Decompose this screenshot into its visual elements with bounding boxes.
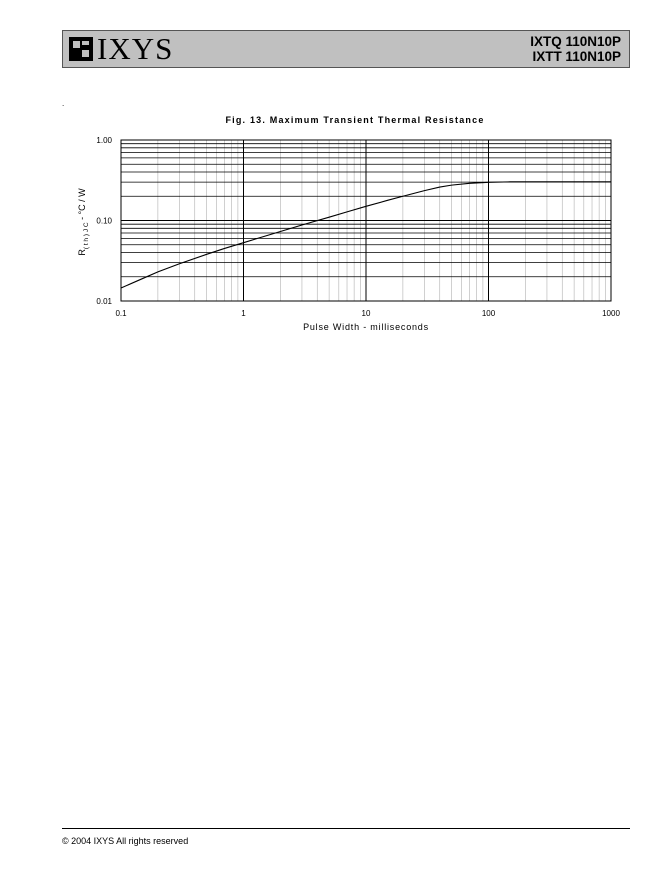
x-tick-label: 10 (361, 309, 371, 318)
y-tick-label: 0.01 (96, 297, 112, 306)
thermal-resistance-chart (0, 0, 662, 360)
y-axis-label-main: R (77, 249, 87, 256)
y-tick-label: 0.10 (96, 216, 112, 226)
logo-text: IXYS (97, 31, 174, 66)
chart-svg (0, 0, 662, 360)
part-number-1: IXTQ 110N10P (530, 34, 621, 49)
page-mark: . (62, 99, 65, 108)
svg-text:R( t h ) J C - °C / W (77, 188, 90, 256)
y-tick-label: 1.00 (96, 136, 112, 145)
chart-grid (121, 140, 611, 301)
x-axis-label: Pulse Width - milliseconds (303, 322, 429, 332)
x-tick-label: 100 (481, 309, 496, 318)
y-axis-label (77, 188, 90, 256)
footer-copyright: © 2004 IXYS All rights reserved (62, 836, 189, 846)
x-tick-label: 0.1 (115, 309, 127, 318)
x-tick-label: 1000 (602, 309, 620, 318)
footer-divider (62, 828, 630, 829)
y-axis-label-unit: - °C / W (77, 188, 87, 223)
x-tick-label: 1 (241, 309, 246, 318)
chart-ticks (96, 136, 620, 318)
y-axis-label-subscript: ( t h ) J C (83, 222, 90, 250)
part-number-2: IXTT 110N10P (532, 49, 621, 64)
chart-title: Fig. 13. Maximum Transient Thermal Resistance (225, 115, 485, 125)
